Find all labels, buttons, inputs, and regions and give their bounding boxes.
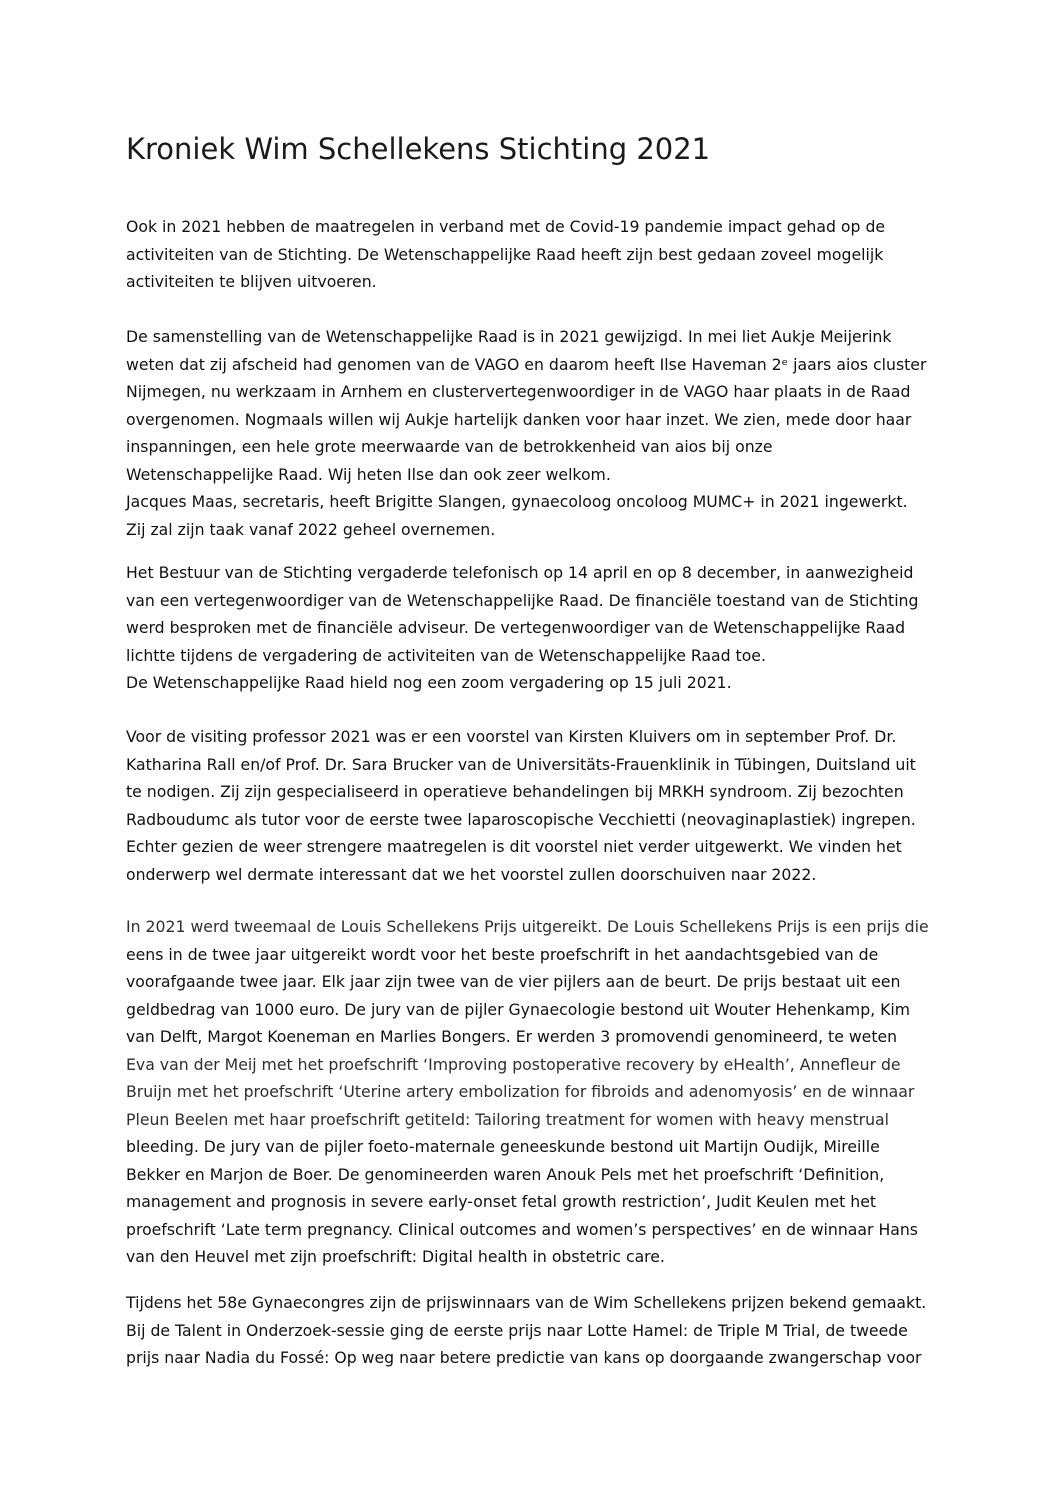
paragraph-covid — [126, 213, 885, 296]
paragraph-visiting — [126, 723, 916, 888]
paragraph-line: Bruijn met het proefschrift ‘Uterine artery embolization for fibroids and adenomyosis’ en de winnaar — [126, 1082, 915, 1101]
paragraph-line: Ook in 2021 hebben de maatregelen in verband met de Covid-19 pandemie impact gehad op de — [126, 217, 886, 236]
paragraph-line: voorafgaande twee jaar. Elk jaar zijn twee van de vier pijlers aan de beurt. De prijs bestaat uit een — [126, 972, 901, 991]
paragraph-line: Wetenschappelijke Raad. Wij heten Ilse dan ook zeer welkom. — [126, 464, 611, 484]
paragraph-line: onderwerp wel dermate interessant dat we het voorstel zullen doorschuiven naar 2022. — [126, 864, 817, 884]
paragraph-bestuur — [126, 559, 918, 697]
paragraph-line: werd besproken met de financiële adviseur. De vertegenwoordiger van de Wetenschappelijke Raad — [126, 618, 906, 637]
paragraph-line: geldbedrag van 1000 euro. De jury van de pijler Gynaecologie bestond uit Wouter Hehenkamp, Kim — [126, 999, 911, 1019]
paragraph-line: In 2021 werd tweemaal de Louis Schellekens Prijs uitgereikt. De Louis Schellekens Prijs is een prijs die — [126, 917, 929, 936]
paragraph-samenstelling — [126, 323, 926, 543]
paragraph-line: Pleun Beelen met haar proefschrift getiteld: Tailoring treatment for women with heavy menstrual — [126, 1109, 890, 1129]
paragraph-gynaecongres — [126, 1289, 926, 1372]
paragraph-line: bleeding. De jury van de pijler foeto-maternale geneeskunde bestond uit Martijn Oudijk, Mireille — [126, 1137, 880, 1156]
paragraph-line: lichtte tijdens de vergadering de activiteiten van de Wetenschappelijke Raad toe. — [126, 645, 766, 665]
paragraph-line: Bekker en Marjon de Boer. De genomineerden waren Anouk Pels met het proefschrift ‘Definition, — [126, 1164, 885, 1184]
paragraph-line: weten dat zij afscheid had genomen van de VAGO en daarom heeft Ilse Haveman 2ᵉ jaars aios cluster — [126, 354, 927, 374]
paragraph-line: prijs naar Nadia du Fossé: Op weg naar betere predictie van kans op doorgaande zwangerschap voor — [126, 1348, 922, 1367]
paragraph-line: van den Heuvel met zijn proefschrift: Digital health in obstetric care. — [126, 1247, 665, 1266]
paragraph-line: De samenstelling van de Wetenschappelijke Raad is in 2021 gewijzigd. In mei liet Aukje Meijerink — [126, 327, 892, 346]
paragraph-line: Het Bestuur van de Stichting vergaderde telefonisch op 14 april en op 8 december, in aanwezigheid — [126, 563, 914, 582]
paragraph-line: Zij zal zijn taak vanaf 2022 geheel overnemen. — [126, 519, 496, 539]
paragraph-line: van een vertegenwoordiger van de Wetenschappelijke Raad. De financiële toestand van de Stichting — [126, 590, 919, 610]
paragraph-line: van Delft, Margot Koeneman en Marlies Bongers. Er werden 3 promovendi genomineerd, te weten — [126, 1027, 898, 1046]
paragraph-line: Jacques Maas, secretaris, heeft Brigitte Slangen, gynaecoloog oncoloog MUMC+ in 2021 ingewerkt. — [126, 492, 908, 511]
paragraph-line: management and prognosis in severe early-onset fetal growth restriction’, Judit Keulen met het — [126, 1192, 877, 1211]
paragraph-line: De Wetenschappelijke Raad hield nog een zoom vergadering op 15 juli 2021. — [126, 673, 732, 692]
paragraph-line: te nodigen. Zij zijn gespecialiseerd in operatieve behandelingen bij MRKH syndroom. Zij bezochten — [126, 782, 904, 801]
paragraph-line: Radboudumc als tutor voor de eerste twee laparoscopische Vecchietti (neovaginaplastiek) ingrepen. — [126, 809, 916, 829]
paragraph-line: Voor de visiting professor 2021 was er een voorstel van Kirsten Kluivers om in september Prof. Dr. — [126, 727, 897, 746]
document-title: Kroniek Wim Schellekens Stichting 2021 — [126, 132, 711, 166]
paragraph-line: activiteiten te blijven uitvoeren. — [126, 272, 377, 291]
paragraph-line: Tijdens het 58e Gynaecongres zijn de prijswinnaars van de Wim Schellekens prijzen bekend gemaakt. — [126, 1293, 927, 1312]
paragraph-line: Nijmegen, nu werkzaam in Arnhem en clustervertegenwoordiger in de VAGO haar plaats in de Raad — [126, 382, 911, 401]
paragraph-line: overgenomen. Nogmaals willen wij Aukje hartelijk danken voor haar inzet. We zien, mede door haar — [126, 409, 912, 429]
paragraph-line: activiteiten van de Stichting. De Wetenschappelijke Raad heeft zijn best gedaan zoveel mogelijk — [126, 244, 884, 264]
paragraph-line: proefschrift ‘Late term pregnancy. Clinical outcomes and women’s perspectives’ en de winnaar Hans — [126, 1219, 918, 1239]
paragraph-line: Bij de Talent in Onderzoek-sessie ging de eerste prijs naar Lotte Hamel: de Triple M Trial, de tweede — [126, 1320, 908, 1340]
paragraph-louis-prijs — [126, 913, 929, 1271]
paragraph-line: inspanningen, een hele grote meerwaarde van de betrokkenheid van aios bij onze — [126, 437, 773, 456]
paragraph-line: eens in de twee jaar uitgereikt wordt voor het beste proefschrift in het aandachtsgebied van de — [126, 944, 879, 964]
paragraph-line: Katharina Rall en/of Prof. Dr. Sara Brucker van de Universitäts-Frauenklinik in Tübingen, Duitsland uit — [126, 754, 916, 774]
paragraph-line: Echter gezien de weer strengere maatregelen is dit voorstel niet verder uitgewerkt. We vinden het — [126, 837, 902, 856]
paragraph-line: Eva van der Meij met het proefschrift ‘Improving postoperative recovery by eHealth’, Annefleur de — [126, 1054, 901, 1074]
